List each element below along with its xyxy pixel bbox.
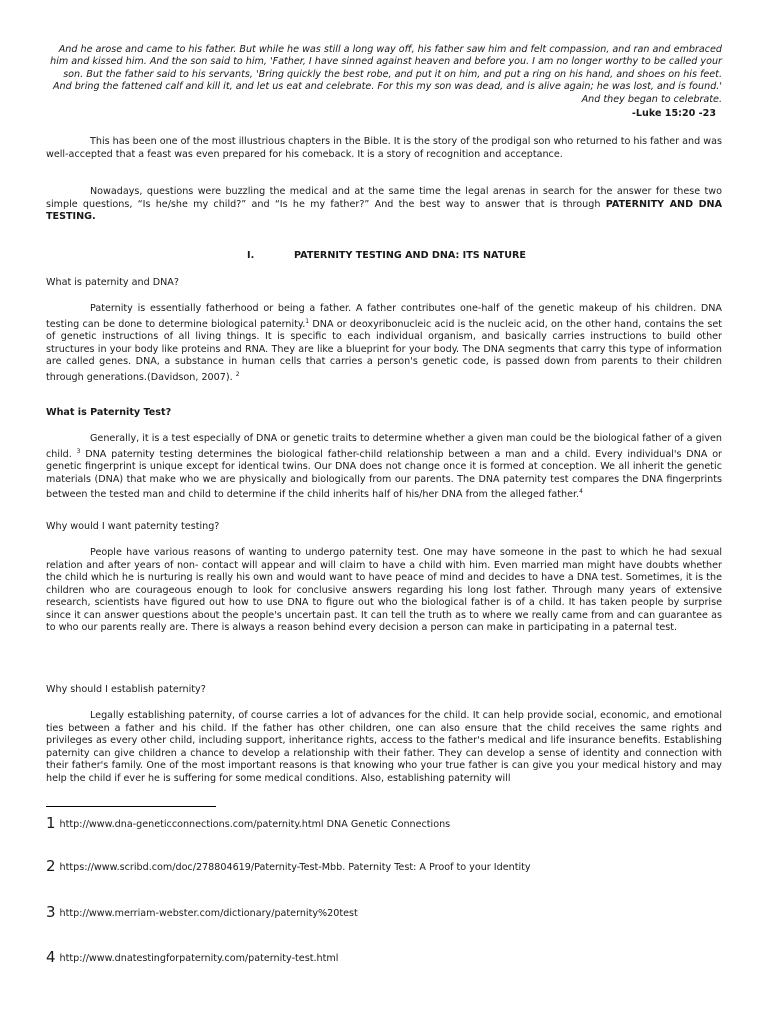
bible-quote: And he arose and came to his father. But while he was still a long way off, his father saw him and felt compassion, and ran and embraced him and kissed him. And the son said to him, 'Father, I have sinned against heaven and before you. I am no longer worthy to be called your son. But the father said to his servants, 'Bring quickly the best robe, and put it on him, and put a ring on his hand, and shoes on his feet. And bring the fattened calf and kill it, and let us eat and celebrate. For this my son was dead, and is alive again; he was lost, and is found.' And they began to celebrate. (50, 44, 722, 105)
footnote-link[interactable]: https://www.scribd.com/doc/278804619/Paternity-Test-Mbb. Paternity Test: A Proof to your Identity (59, 862, 531, 873)
footnote-4 (46, 948, 722, 966)
answer-why-establish (46, 710, 722, 785)
answer-paternity-test-text-a: Generally, it is a test especially of DNA or genetic traits to determine whether a given man could be the biological father of a given child. (46, 433, 722, 460)
footnote-number: 4 (46, 948, 56, 966)
footnote-number: 3 (46, 903, 56, 921)
answer-paternity-test (46, 433, 722, 502)
question-paternity-dna: What is paternity and DNA? (46, 277, 179, 288)
footnote-link[interactable]: http://www.merriam-webster.com/dictionary/paternity%20test (59, 908, 358, 919)
answer-paternity-dna (46, 303, 722, 384)
answer-why-establish-text: Legally establishing paternity, of course carries a lot of advances for the child. It can help provide social, economic, and emotional ties between a father and his child. If the father has other children, one can also ensure that the child receives the same rights and privileges as every other child, including support, inheritance rights, access to the father's medical and life insurance benefits. Establishing paternity can give children a chance to develop a relationship with their father. They can develop a sense of identity and connection with their father's family. One of the most important reasons is that knowing who your true father is can give you your medical history and may help the child if ever he is suffering for some medical conditions. Also, establishing paternity will (46, 710, 722, 784)
footnote-3 (46, 903, 722, 921)
answer-paternity-dna-text-a: Paternity is essentially fatherhood or being a father. A father contributes one-half of the genetic makeup of his children. DNA testing can be done to determine biological paternity. (46, 303, 722, 330)
footnote-ref-4: 4 (579, 488, 583, 496)
answer-why-testing (46, 547, 722, 635)
footnote-divider (46, 806, 216, 807)
footnote-link[interactable]: http://www.dna-geneticconnections.com/paternity.html DNA Genetic Connections (59, 819, 451, 830)
footnote-number: 1 (46, 814, 56, 832)
section-title: PATERNITY TESTING AND DNA: ITS NATURE (294, 250, 526, 261)
footnote-ref-3: 3 (76, 447, 81, 455)
section-number: I. (247, 250, 255, 261)
footnote-1 (46, 814, 722, 832)
intro-paragraph-2-text: Nowadays, questions were buzzling the medical and at the same time the legal arenas in search for the answer for these two simple questions, “Is he/she my child?” and “Is he my father?” And the best way to answer that is through (46, 186, 722, 210)
intro-paragraph-1 (46, 136, 722, 161)
question-why-establish: Why should I establish paternity? (46, 684, 206, 695)
question-why-testing: Why would I want paternity testing? (46, 521, 220, 532)
footnote-number: 2 (46, 857, 56, 875)
footnote-ref-1: 1 (305, 317, 310, 325)
footnote-ref-2: 2 (235, 370, 240, 378)
answer-paternity-dna-text-b: DNA or deoxyribonucleic acid is the nucleic acid, on the other hand, contains the set of genetic instructions of all living things. It is specific to each individual organism, and basically carries instructions to build other structures in your body like proteins and RNA. They are like a blueprint for your body. The DNA segments that carry this type of information are called genes. DNA, a substance in human cells that carries a person's genetic code, is passed down from parents to their children through generations.(Davidson, 2007). (46, 318, 723, 383)
question-paternity-test: What is Paternity Test? (46, 407, 172, 418)
intro-paragraph-2 (46, 186, 722, 224)
footnote-2 (46, 857, 722, 875)
intro-paragraph-1-text: This has been one of the most illustrious chapters in the Bible. It is the story of the prodigal son who returned to his father and was well-accepted that a feast was even prepared for his comeback. It is a story of recognition and acceptance. (46, 136, 722, 160)
footnote-link[interactable]: http://www.dnatestingforpaternity.com/paternity-test.html (59, 953, 339, 964)
intro-emphasis: PATERNITY AND DNA TESTING. (46, 198, 723, 222)
answer-paternity-test-text-b: DNA paternity testing determines the biological father-child relationship between a man and a child. Every individual's DNA or genetic fingerprint is unique except for identical twins. Our DNA does not change once it is formed at conception. We all inherit the genetic materials (DNA) that make who we are physically and biologically from our parents. The DNA paternity test compares the DNA fingerprints between the tested man and child to determine if the child inherits half of his/her DNA from the alleged father. (46, 448, 723, 501)
quote-citation: -Luke 15:20 -23 (631, 108, 716, 119)
answer-why-testing-text: People have various reasons of wanting to undergo paternity test. One may have someone in the past to which he had sexual relation and after years of non- contact will appear and will claim to have a child with him. Even married man might have doubts whether the child which he is nurturing is really his own and would want to have peace of mind and decides to have a DNA test. Sometimes, it is the children who are courageous enough to look for conclusive answers regarding his long lost father. Through many years of extensive research, scientists have figured out how to use DNA to figure out who the biological father is of a child. It has taken people by surprise since it can answer questions about the people's uncertain past. It can tell the truth as to where we really came from and can guarantee as to who our parents really are. There is always a reason behind every decision a person can make in participating in a paternal test. (46, 547, 722, 633)
